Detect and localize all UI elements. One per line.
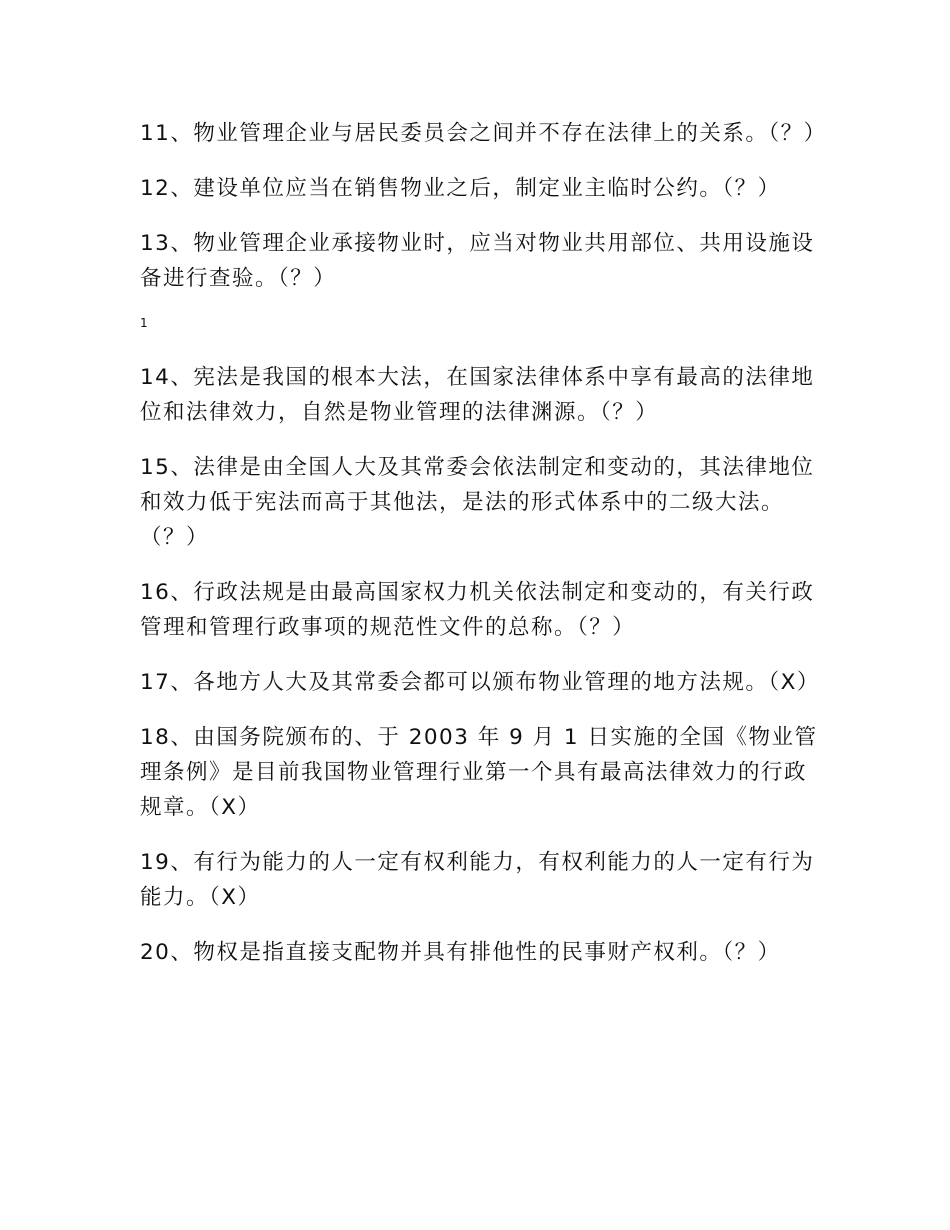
question-13: 13、物业管理企业承接物业时，应当对物业共用部位、共用设施设备进行查验。（？）	[140, 231, 815, 291]
question-19: 19、有行为能力的人一定有权利能力，有权利能力的人一定有行为能力。（X）	[140, 850, 815, 910]
question-15: 15、法律是由全国人大及其常委会依法制定和变动的，其法律地位和效力低于宪法而高于其他法，是法的形式体系中的二级大法。（？）	[140, 455, 815, 550]
question-17: 17、各地方人大及其常委会都可以颁布物业管理的地方法规。（X）	[140, 670, 820, 695]
question-12: 12、建设单位应当在销售物业之后，制定业主临时公约。（？）	[140, 176, 781, 201]
question-20: 20、物权是指直接支配物并具有排他性的民事财产权利。（？）	[140, 940, 781, 965]
question-14: 14、宪法是我国的根本大法，在国家法律体系中享有最高的法律地位和法律效力，自然是物业管理的法律渊源。（？）	[140, 365, 815, 425]
document-page	[140, 116, 827, 990]
question-16: 16、行政法规是由最高国家权力机关依法制定和变动的，有关行政管理和管理行政事项的规范性文件的总称。（？）	[140, 580, 815, 640]
question-18: 18、由国务院颁布的、于 2003 年 9 月 1 日实施的全国《物业管理条例》是目前我国物业管理行业第一个具有最高法律效力的行政规章。（X）	[140, 725, 818, 820]
question-11: 11、物业管理企业与居民委员会之间并不存在法律上的关系。（？）	[140, 121, 827, 146]
page-number: 1	[140, 316, 148, 330]
